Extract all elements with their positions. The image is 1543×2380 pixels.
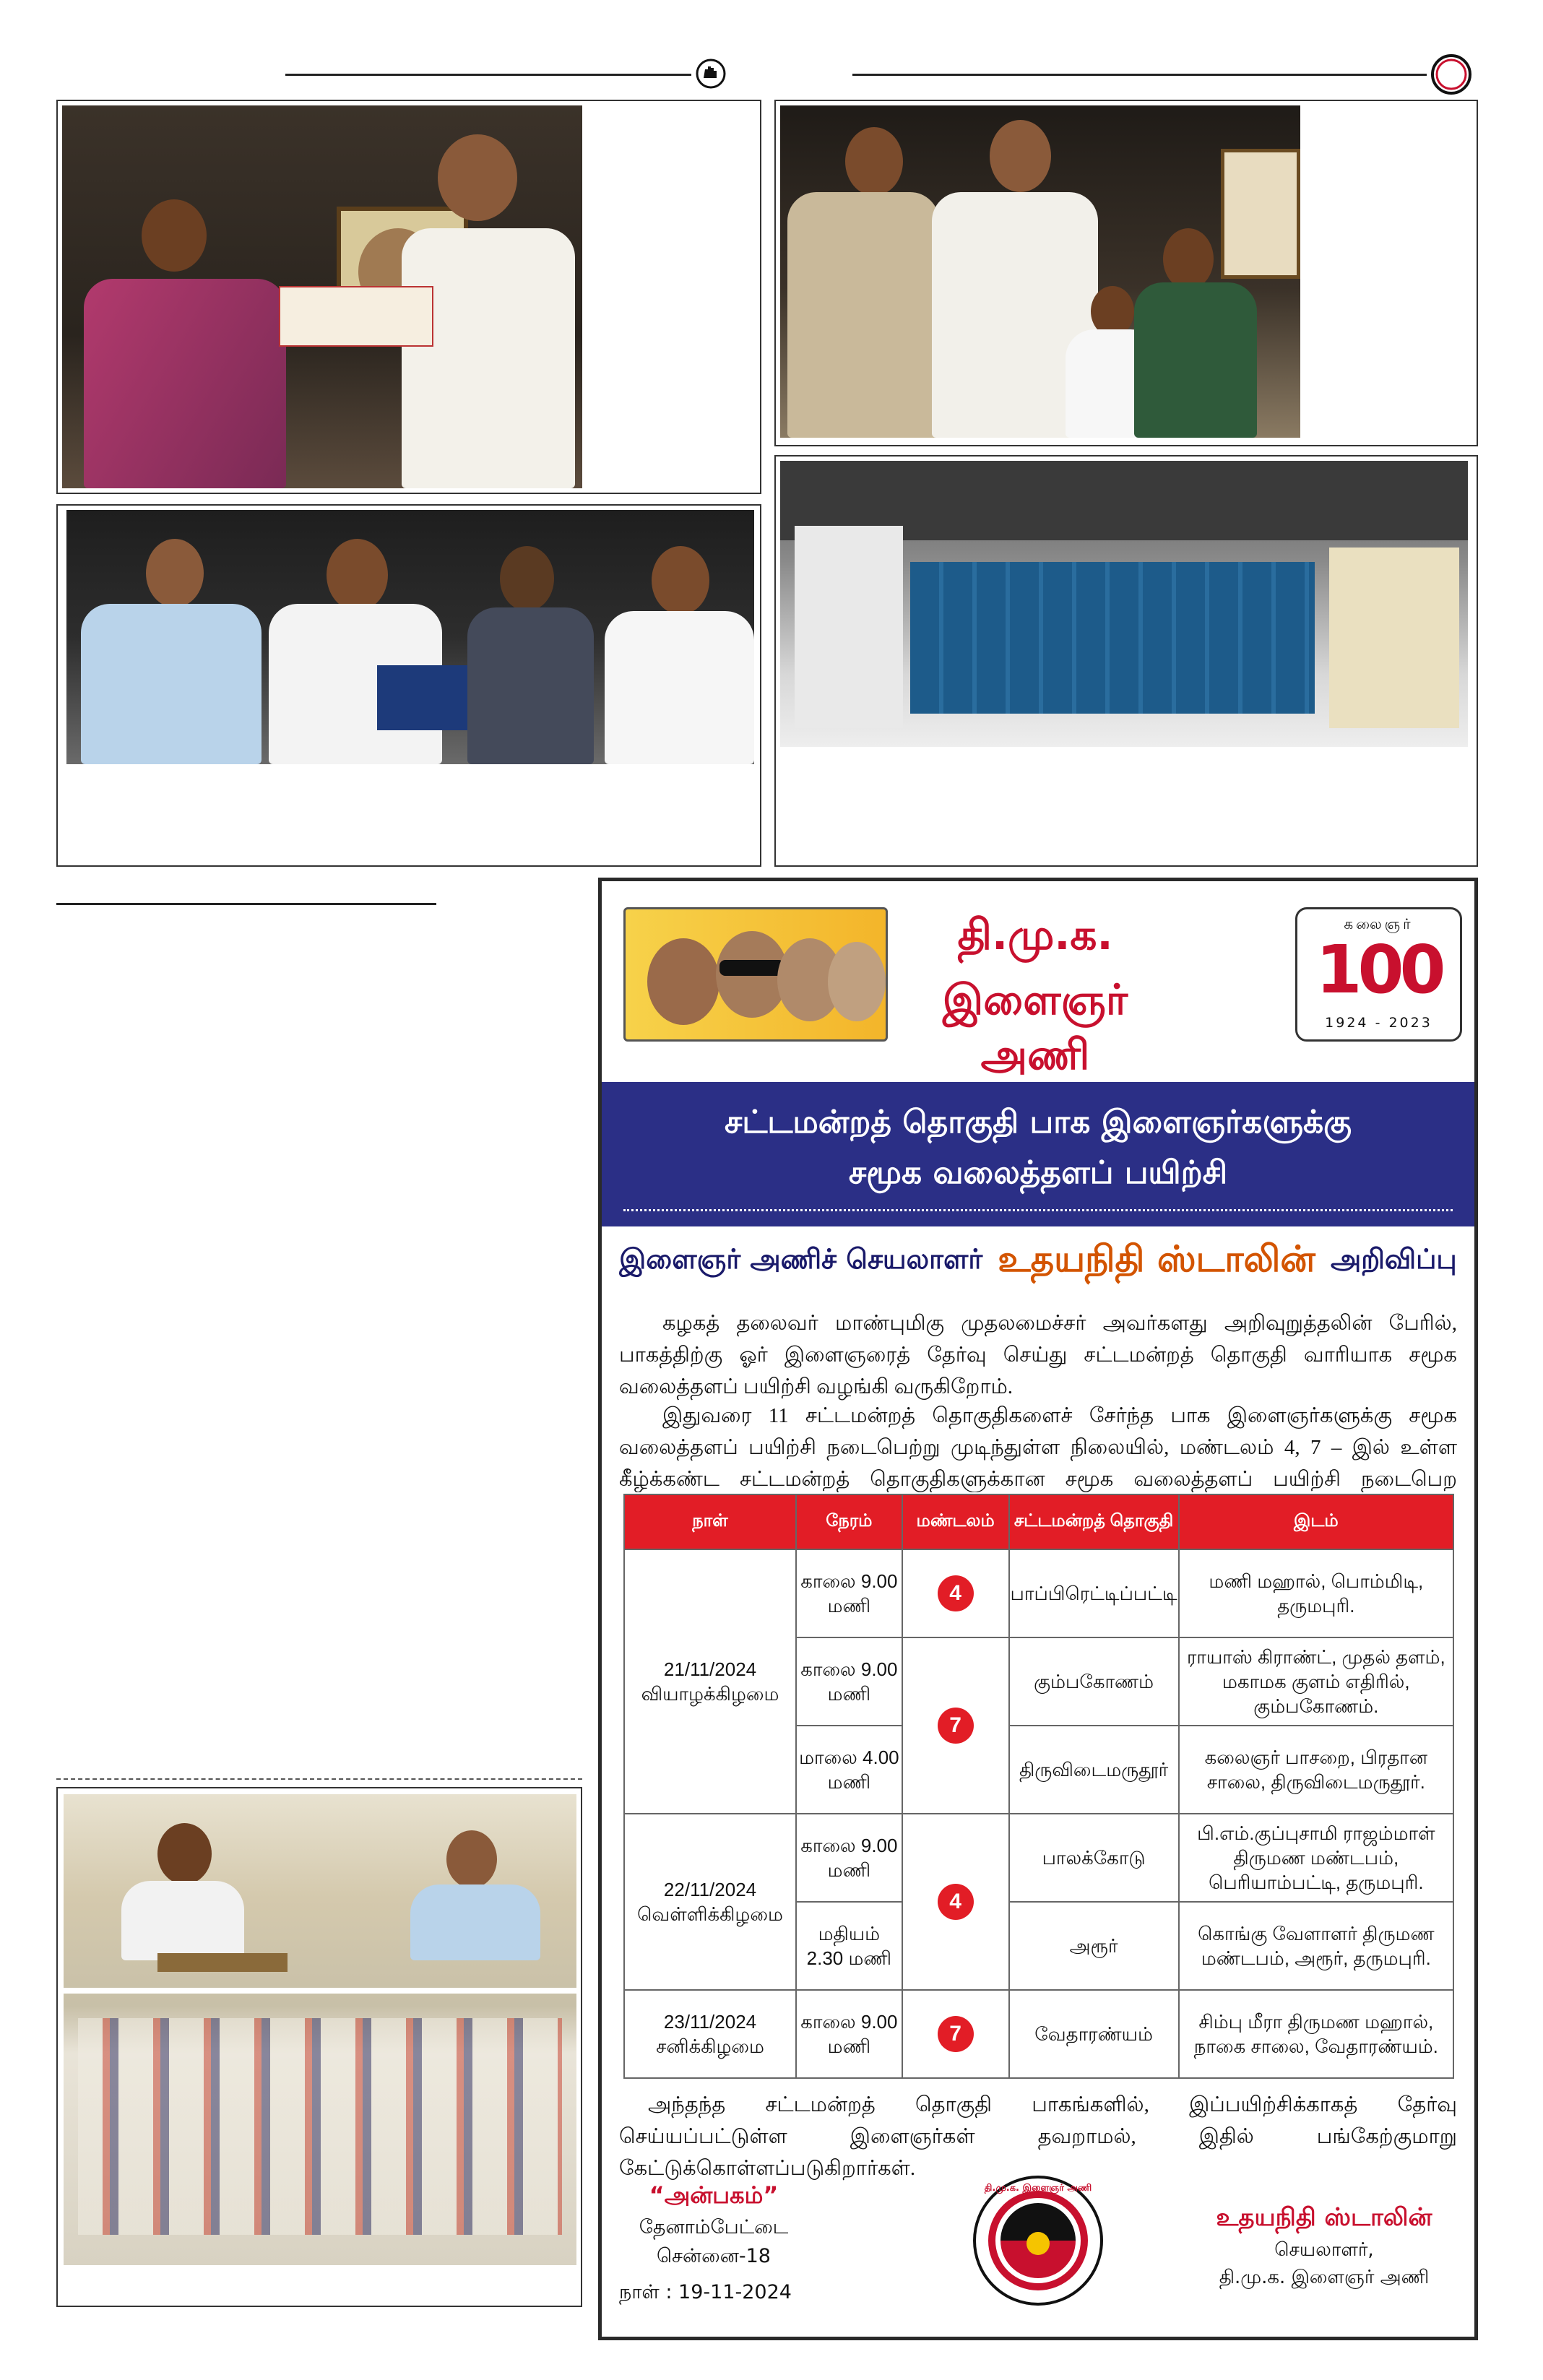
zone-badge: 7 (938, 1708, 974, 1744)
constituency-cell: வேதாரண்யம் (1009, 1990, 1179, 2078)
constituency-cell: பாலக்கோடு (1009, 1814, 1179, 1902)
signer-role: செயலாளர், (1274, 2239, 1374, 2261)
training-schedule-table (623, 1494, 1454, 2079)
date-cell: 23/11/2024 சனிக்கிழமை (624, 1990, 796, 2078)
photo-sports-team (780, 461, 1468, 747)
table-row (624, 1549, 1453, 1637)
centenary-top-text: கலைஞர் (1344, 915, 1414, 932)
banner-dotted-divider (623, 1209, 1453, 1211)
photo-award-presentation (66, 510, 754, 764)
photo-family-meeting (780, 105, 1300, 438)
time-cell: காலை 9.00 மணி (796, 1990, 902, 2078)
left-column-rule (56, 903, 436, 905)
photo-handover-certificate (62, 105, 582, 488)
photo-frame-2 (774, 100, 1478, 446)
zone-badge: 4 (938, 1575, 974, 1611)
photo-frame-3 (56, 504, 761, 867)
table-row (624, 1814, 1453, 1902)
centenary-years: 1924 - 2023 (1325, 1015, 1432, 1031)
date-cell: 22/11/2024 வெள்ளிக்கிழமை (624, 1814, 796, 1990)
zone-badge: 7 (938, 2016, 974, 2052)
header-rule-left (285, 74, 691, 76)
venue-cell: சிம்பு மீரா திருமண மஹால், நாகை சாலை, வேதாரண்யம். (1179, 1990, 1453, 2078)
zone-cell (902, 1637, 1009, 1814)
dmk-youth-wing-advertisement (598, 878, 1478, 2340)
time-cell: மதியம் 2.30 மணி (796, 1902, 902, 1990)
footer-date: நாள் : 19-11-2024 (619, 2281, 792, 2303)
photo-frame-5 (56, 1787, 582, 2307)
venue-cell: பி.எம்.குப்புசாமி ராஜம்மாள் திருமண மண்டபம், பெரியாம்பட்டி, தருமபுரி. (1179, 1814, 1453, 1902)
table-header-row (624, 1494, 1453, 1549)
zone-badge: 4 (938, 1884, 974, 1920)
emblem-text: தி.மு.க. இளைஞர் அணி (984, 2183, 1092, 2194)
centenary-number: 100 (1315, 931, 1442, 1008)
announce-suffix: அறிவிப்பு (1330, 1243, 1457, 1275)
photo-frame-1 (56, 100, 761, 494)
header-time: நேரம் (796, 1494, 902, 1549)
footer-office: “அன்பகம்” (649, 2181, 779, 2209)
announcement-line (602, 1226, 1474, 1291)
footer-city: சென்னை-18 (657, 2245, 771, 2267)
constituency-cell: திருவிடைமருதூர் (1009, 1726, 1179, 1814)
circle-logo-icon (1430, 53, 1472, 95)
time-cell: மாலை 4.00 மணி (796, 1726, 902, 1814)
header-rule-right (852, 74, 1427, 76)
zone-cell (902, 1814, 1009, 1990)
venue-cell: ராயாஸ் கிராண்ட், முதல் தளம், மகாமக குளம் எதிரில், கும்பகோணம். (1179, 1637, 1453, 1726)
time-cell: காலை 9.00 மணி (796, 1637, 902, 1726)
closing-paragraph: அந்தந்த சட்டமன்றத் தொகுதி பாகங்களில், இப்பயிற்சிக்காகத் தேர்வு செய்யப்பட்டுள்ள இளைஞர்கள் தவறாமல், இதில் பங்கேற்குமாறு கேட்டுக்கொள்ளப்படுகிறார்கள். (619, 2093, 1457, 2180)
photo-training-meeting (64, 1794, 576, 2265)
party-title: தி.மு.க. (957, 910, 1113, 959)
time-cell: காலை 9.00 மணி (796, 1549, 902, 1637)
header-venue: இடம் (1179, 1494, 1453, 1549)
banner-line-2: சமூக வலைத்தளப் பயிற்சி (848, 1154, 1228, 1191)
details-paragraph: இதுவரை 11 சட்டமன்றத் தொகுதிகளைச் சேர்ந்த பாக இளைஞர்களுக்கு சமூக வலைத்தளப் பயிற்சி நடைபெற்று முடிந்துள்ள நிலையில், மண்டலம் 4, 7 – இல் உள்ள கீழ்க்கண்ட சட்டமன்றத் தொகுதிகளுக்கான சமூக வலைத்தளப் பயிற்சி நடைபெற (619, 1404, 1457, 1491)
header-date: நாள் (624, 1494, 796, 1549)
zone-cell (902, 1549, 1009, 1637)
table-row (624, 1990, 1453, 2078)
header-constituency: சட்டமன்றத் தொகுதி (1009, 1494, 1179, 1549)
venue-cell: கொங்கு வேளாளர் திருமண மண்டபம், அரூர், தருமபுரி. (1179, 1902, 1453, 1990)
zone-cell (902, 1990, 1009, 2078)
venue-cell: கலைஞர் பாசறை, பிரதான சாலை, திருவிடைமருதூர். (1179, 1726, 1453, 1814)
banner-line-1: சட்டமன்றத் தொகுதி பாக இளைஞர்களுக்கு (725, 1104, 1352, 1141)
venue-cell: மணி மஹால், பொம்மிடி, தருமபுரி. (1179, 1549, 1453, 1637)
signer-name: உதயநிதி ஸ்டாலின் (1216, 2203, 1432, 2232)
announce-prefix: இளைஞர் அணிச் செயலாளர் (619, 1243, 983, 1275)
photo-caption-rule (56, 1778, 582, 1780)
banner-heading (602, 1082, 1474, 1226)
centenary-badge (1295, 907, 1462, 1042)
intro-paragraph: கழகத் தலைவர் மாண்புமிகு முதலமைச்சர் அவர்களது அறிவுறுத்தலின் பேரில், பாகத்திற்கு ஓர் இளைஞரைத் தேர்வு செய்து சட்டமன்றத் தொகுதி வாரியாக சமூக வலைத்தளப் பயிற்சி வழங்கி வருகிறோம். (619, 1312, 1457, 1398)
wing-title: இளைஞர் அணி (942, 975, 1128, 1079)
leaders-portrait-panel (623, 907, 888, 1042)
header-zone: மண்டலம் (902, 1494, 1009, 1549)
hand-logo-icon (695, 58, 727, 90)
time-cell: காலை 9.00 மணி (796, 1814, 902, 1902)
date-cell: 21/11/2024 வியாழக்கிழமை (624, 1549, 796, 1814)
constituency-cell: கும்பகோணம் (1009, 1637, 1179, 1726)
signer-org: தி.மு.க. இளைஞர் அணி (1219, 2267, 1430, 2288)
constituency-cell: பாப்பிரெட்டிப்பட்டி (1009, 1549, 1179, 1637)
announce-name: உதயநிதி ஸ்டாலின் (998, 1238, 1315, 1280)
photo-frame-4 (774, 455, 1478, 867)
footer-area: தேனாம்பேட்டை (639, 2216, 789, 2238)
youth-wing-emblem (972, 2174, 1105, 2307)
constituency-cell: அரூர் (1009, 1902, 1179, 1990)
